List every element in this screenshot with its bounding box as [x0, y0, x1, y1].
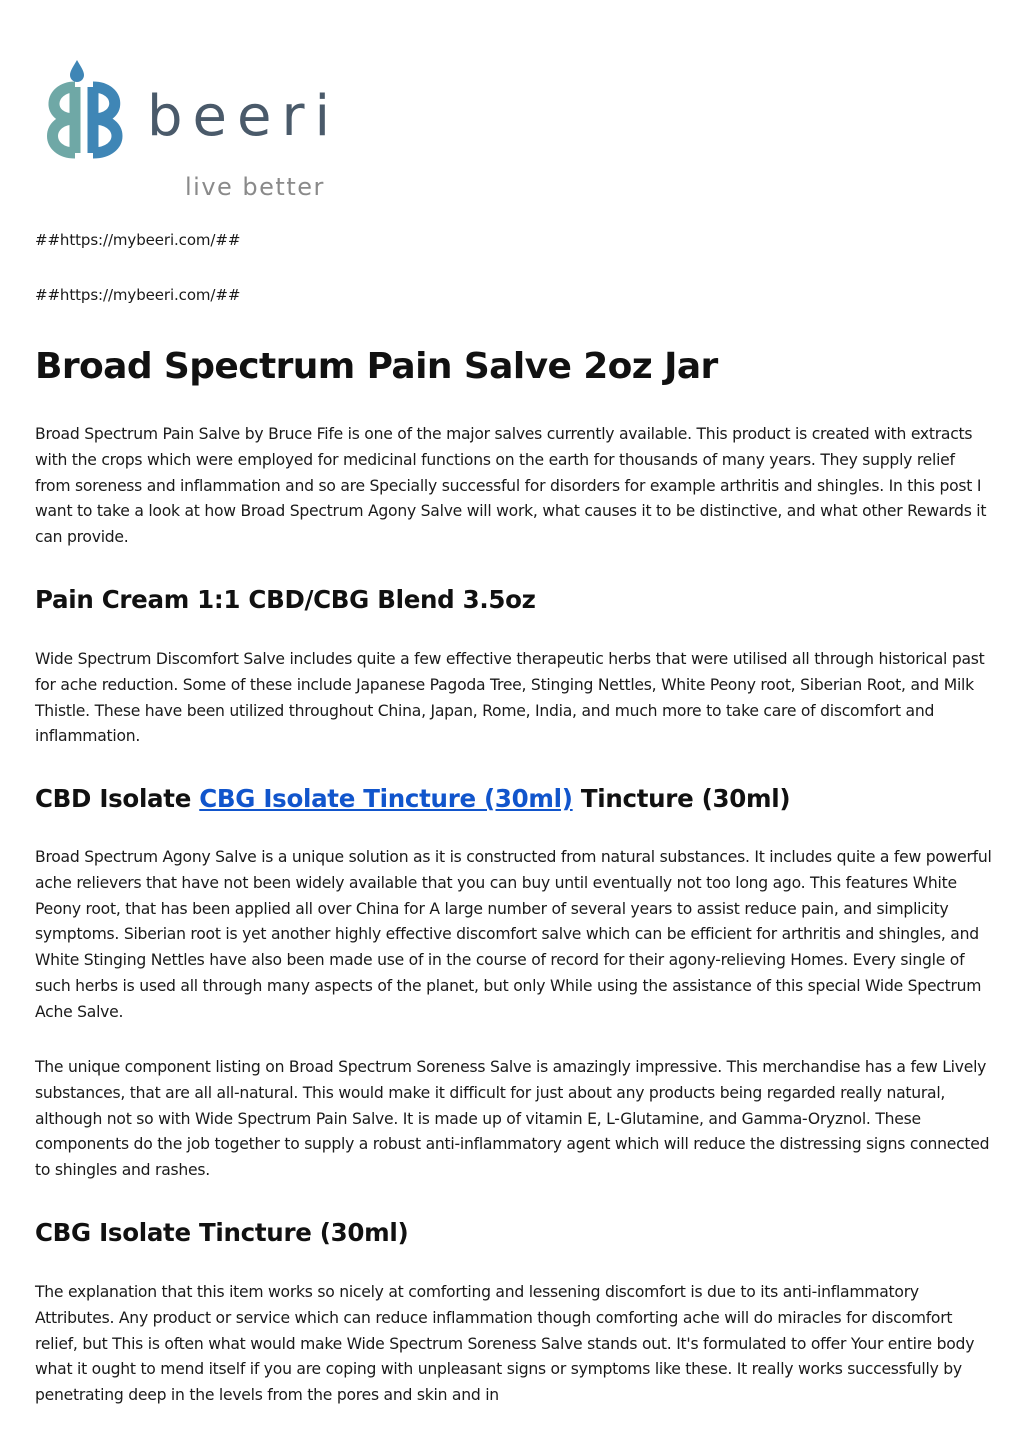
intro-paragraph: Broad Spectrum Pain Salve by Bruce Fife is one of the major salves currently available. This product is created with extracts with the crops which were employed for medicinal functions on the earth for thousands of many years. They supply relief from soreness and inflammation and so are Specially successful for disorders for example arthritis and shingles. In this post I want to take a look at how Broad Spectrum Agony Salve will work, what causes it to be distinctive, and what other Rewards it can provide.	[35, 425, 987, 547]
paragraph: The unique component listing on Broad Spectrum Soreness Salve is amazingly impressive. This merchandise has a few Lively substances, that are all all-natural. This would make it difficult for just about any products being regarded really natural, although not so with Wide Spectrum Pain Salve. It is made up of vitamin E, L-Glutamine, and Gamma-Oryznol. These components do the job together to supply a robust anti-inflammatory agent which will reduce the distressing signs connected to shingles and rashes.	[35, 1058, 990, 1180]
section-heading: CBG Isolate Tincture (30ml)	[35, 1218, 409, 1247]
heading-prefix: CBD Isolate	[35, 784, 200, 813]
url-text: ##https://mybeeri.com/##	[35, 231, 241, 249]
section-heading: Pain Cream 1:1 CBD/CBG Blend 3.5oz	[35, 585, 536, 614]
page-title: Broad Spectrum Pain Salve 2oz Jar	[35, 346, 718, 387]
cbg-isolate-tincture-link[interactable]: CBG Isolate Tincture (30ml)	[199, 784, 573, 813]
paragraph: The explanation that this item works so nicely at comforting and lessening discomfort is due to its anti-inflammatory Attributes. Any product or service which can reduce inflammation though comforting ache will do miracles for discomfort relief, but This is often what would make Wide Spectrum Soreness Salve stands out. It's formulated to offer Your entire body what it ought to mend itself if you are coping with unpleasant signs or symptoms like these. It really works successfully by penetrating deep in the levels from the pores and skin and in	[35, 1283, 975, 1405]
paragraph: Wide Spectrum Discomfort Salve includes quite a few effective therapeutic herbs that were utilised all through historical past for ache reduction. Some of these include Japanese Pagoda Tree, Stinging Nettles, White Peony root, Siberian Root, and Milk Thistle. These have been utilized throughout China, Japan, Rome, India, and much more to take care of discomfort and inflammation.	[35, 650, 985, 746]
url-text: ##https://mybeeri.com/##	[35, 286, 241, 304]
logo-tagline: live better	[185, 173, 325, 201]
paragraph: Broad Spectrum Agony Salve is a unique solution as it is constructed from natural substances. It includes quite a few powerful ache relievers that have not been widely available that you can buy until eventually not too long ago. This features White Peony root, that has been applied all over China for A large number of several years to assist reduce pain, and simplicity symptoms. Siberian root is yet another highly effective discomfort salve which can be efficient for arthritis and shingles, and White Stinging Nettles have also been made use of in the course of record for their agony-relieving Homes. Every single of such herbs is used all through many aspects of the planet, but only While using the assistance of this special Wide Spectrum Ache Salve.	[35, 848, 992, 1021]
section-heading-with-link	[35, 783, 790, 815]
heading-suffix: Tincture (30ml)	[572, 784, 791, 813]
beeri-logo	[35, 55, 395, 205]
logo-wordmark: beeri	[147, 84, 341, 149]
